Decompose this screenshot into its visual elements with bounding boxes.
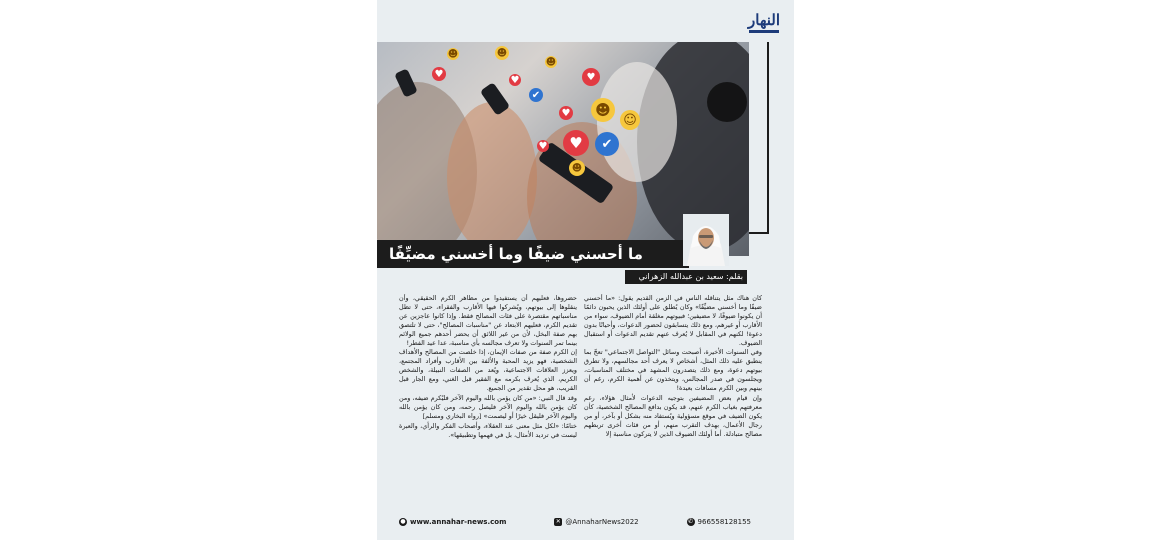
logo-text: النهار	[748, 11, 780, 29]
author-byline: بقلم: سعيد بن عبدالله الزهراني	[625, 270, 747, 284]
heart-reaction-icon: ♥	[563, 130, 589, 156]
footer-x[interactable]	[554, 518, 638, 526]
footer-whatsapp[interactable]	[687, 518, 751, 526]
smile-reaction-icon: ☻	[545, 56, 557, 68]
surprise-reaction-icon: ☺	[620, 110, 640, 130]
heart-reaction-icon: ♥	[510, 74, 520, 86]
x-handle[interactable]: @AnnaharNews2022	[565, 518, 639, 526]
paragraph: إن الكرم صفة من صفات الإيمان، إذا خلصت من المصالح والأهداف الشخصية، فهو يزيد المحبة والألفة بين الأقارب وأفراد المجتمع، ويعزز العلاقات الاجتماعية، ويُعد من الصفات النبيلة، والشخص الكريم، الذي يُعرف بكرمه مع الفقير قبل الغني، ومع الجار قبل القريب، هو محل تقدير من الجميع.	[399, 348, 577, 393]
paragraph: وإن قيام بعض المضيفين بتوجيه الدعوات لأمثال هؤلاء، رغم معرفتهم بغياب الكرم عنهم، قد يكون بدافع المصالح الشخصية، كأن يكون الضيف في موقع مسؤولية ويُستفاد منه بشكل أو بآخر، أو من رجال الأعمال، بهدف التقرب منهم، أو من فئات أخرى تربطهم مصالح متبادلة. أما أولئك الضيوف الذين لا يتركون مناسبة إلا	[584, 393, 762, 438]
whatsapp-number[interactable]: 966558128155	[697, 518, 751, 526]
heart-reaction-icon: ♥	[538, 140, 548, 152]
paragraph: كان هناك مثل يتناقله الناس في الزمن القديم يقول: «ما أحسني ضيفًا وما أخسني مضيِّفًا» وكان يُطلق على أولئك الذين يحبون دائمًا أن يكونوا ضيوفًا، لا مضيفين؛ فبيوتهم مغلقة أمام الضيوف، سواء من الأقارب أو غيرهم، ومع ذلك يتسابقون لحضور الدعوات، وأحيانًا بدون دعوة! لكنهم في المقابل لا يُعرف عنهم تقديم الدعوات أو استقبال الضيوف.	[584, 294, 762, 347]
magazine-page	[377, 0, 794, 540]
author-portrait-drawing	[683, 214, 729, 266]
annahar-logo[interactable]	[744, 10, 784, 36]
smile-reaction-icon: ☻	[496, 47, 508, 59]
logo-underline	[749, 30, 779, 33]
globe-icon: ●	[400, 518, 406, 525]
article-title: ما أحسني ضيفًا وما أخسني مضيِّفًا	[377, 240, 689, 268]
article-column-left	[399, 294, 577, 506]
paragraph: وقد قال النبي: «من كان يؤمن بالله واليوم الآخر فليُكرم ضيفه، ومن كان يؤمن بالله واليوم الآخر فليصل رحمه، ومن كان يؤمن بالله واليوم الآخر فليقل خيرًا أو ليصمت» [رواه البخاري ومسلم]	[399, 393, 577, 420]
paragraph: ختامًا: «لكل مثل معنى عند العقلاء، وأصحاب الفكر والرأي، والعبرة ليست في ترديد الأمثال، بل في فهمها وتطبيقها».	[399, 421, 577, 439]
page-footer	[399, 516, 751, 528]
whatsapp-icon: ✆	[688, 518, 694, 525]
author-portrait	[683, 214, 729, 266]
paragraph: وفي السنوات الأخيرة، أصبحت وسائل "التواصل الاجتماعي" تعجّ بما ينطبق عليه ذلك المثل، أشخاص لا يعرف أحد مجالسهم، ولا تطرق بيوتهم دعوة، ومع ذلك يتصدرون المشهد في مختلف المناسبات، ويجلسون في صدر المجالس، ويتخذون عن أهمية الكرم، رغم أن بينهم وبين الكرم مسافات بعيدة!	[584, 348, 762, 393]
heart-reaction-icon: ♥	[582, 68, 600, 86]
paragraph: حضروها، فعليهم أن يستفيدوا من مظاهر الكرم الحقيقي، وأن ينقلوها إلى بيوتهم، ويُشركوا فيها الأقارب والفقراء، حتى لا تظل مناسباتهم مقتصرة على فئات المصالح فقط. وإذا كانوا عاجزين عن تقديم الكرم، فعليهم الابتعاد عن "مناسبات المصالح"، حتى لا تلتصق بهم صفة البخل، لأن من غير اللائق أن يحضر أحدهم جميع الولائم بينما تمر السنوات ولا تعرف مجالسه بأي مناسبة، عدا عيد الفطر!	[399, 294, 577, 347]
heart-reaction-icon: ♥	[559, 106, 573, 120]
heart-reaction-icon: ♥	[432, 67, 446, 81]
like-reaction-icon: ✔	[529, 88, 543, 102]
smile-reaction-icon: ☻	[569, 160, 585, 176]
smile-reaction-icon: ☻	[447, 48, 459, 60]
like-reaction-icon: ✔	[595, 132, 619, 156]
website-link[interactable]: www.annahar-news.com	[410, 518, 507, 526]
footer-website[interactable]	[399, 518, 506, 526]
article-column-right	[584, 294, 762, 506]
x-logo-icon: ✕	[555, 518, 561, 525]
smile-reaction-icon: ☻	[591, 98, 615, 122]
